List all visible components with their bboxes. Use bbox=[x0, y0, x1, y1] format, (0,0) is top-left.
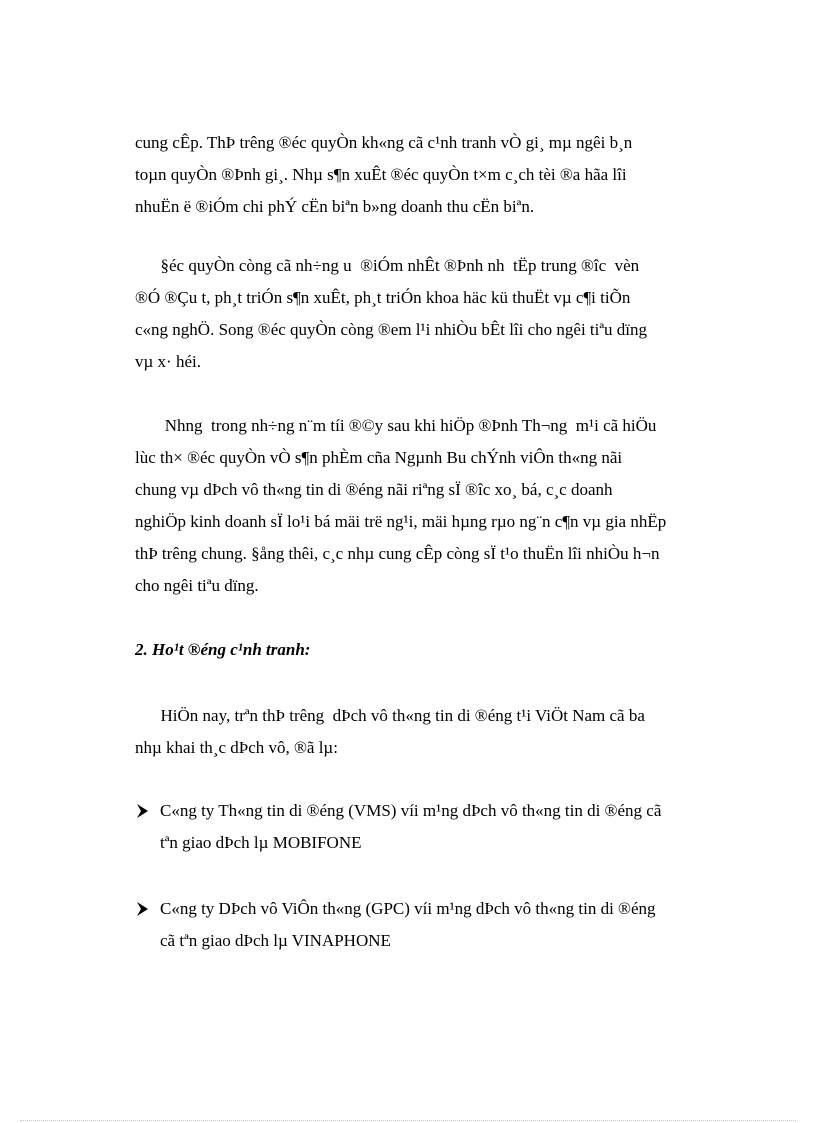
text-line: thÞ trêng chung. §ång thêi, c¸c nhµ cung cÊp còng sÏ t¹o thuËn lîi nhiÒu h¬n bbox=[135, 544, 660, 563]
paragraph-trade-agreement bbox=[135, 410, 740, 602]
section-heading: 2. Ho¹t ®éng c¹nh tranh: bbox=[135, 640, 311, 659]
text-line: cho ngêi tiªu dïng. bbox=[135, 576, 259, 595]
text-line: ®Ó ®Çu t, ph¸t triÓn s¶n xuÊt, ph¸t triÓn khoa häc kü thuËt vµ c¶i tiÕn bbox=[135, 288, 631, 307]
paragraph-market-monopoly bbox=[135, 127, 740, 223]
text-line: cung cÊp. ThÞ trêng ®éc quyÒn kh«ng cã c¹nh tranh vÒ gi¸ mµ ngêi b¸n bbox=[135, 133, 633, 152]
text-line: tªn giao dÞch lµ MOBIFONE bbox=[160, 833, 362, 852]
text-line: nghiÖp kinh doanh sÏ lo¹i bá mäi trë ng¹i, mäi hµng rµo ng¨n c¶n vµ gia nhËp bbox=[135, 512, 667, 531]
text-line: nhuËn ë ®iÓm chi phÝ cËn biªn b»ng doanh thu cËn biªn. bbox=[135, 197, 535, 216]
text-line: c«ng nghÖ. Song ®éc quyÒn còng ®em l¹i nhiÒu bÊt lîi cho ngêi tiªu dïng bbox=[135, 320, 648, 339]
text-line: C«ng ty DÞch vô ViÔn th«ng (GPC) víi m¹ng dÞch vô th«ng tin di ®éng bbox=[160, 899, 656, 918]
text-line: §éc quyÒn còng cã nh÷ng u ®iÓm nhÊt ®Þnh nh tËp trung ®îc vèn bbox=[135, 256, 640, 275]
text-line: chung vµ dÞch vô th«ng tin di ®éng nãi riªng sÏ ®îc xo¸ bá, c¸c doanh bbox=[135, 480, 613, 499]
paragraph-current-providers bbox=[135, 700, 740, 764]
bullet-text bbox=[160, 893, 740, 957]
text-line: Nhng trong nh÷ng n¨m tíi ®©y sau khi hiÖp ®Þnh Th¬ng m¹i cã hiÖu bbox=[135, 416, 657, 435]
text-line: vµ x· héi. bbox=[135, 352, 201, 371]
text-line: HiÖn nay, trªn thÞ trêng dÞch vô th«ng tin di ®éng t¹i ViÖt Nam cã ba bbox=[135, 706, 645, 725]
text-line: toµn quyÒn ®Þnh gi¸. Nhµ s¶n xuÊt ®éc quyÒn t×m c¸ch tèi ®a hãa lîi bbox=[135, 165, 627, 184]
paragraph-monopoly-advantages bbox=[135, 250, 740, 378]
text-line: lùc th× ®éc quyÒn vÒ s¶n phÈm cña Ngµnh Bu chÝnh viÔn th«ng nãi bbox=[135, 448, 623, 467]
text-line: C«ng ty Th«ng tin di ®éng (VMS) víi m¹ng dÞch vô th«ng tin di ®éng cã bbox=[160, 801, 662, 820]
bullet-text bbox=[160, 795, 740, 859]
arrowhead-bullet-icon bbox=[135, 795, 151, 827]
text-line: nhµ khai th¸c dÞch vô, ®ã lµ: bbox=[135, 738, 338, 757]
page-bottom-rule bbox=[20, 1120, 796, 1121]
arrowhead-bullet-icon bbox=[135, 893, 151, 925]
text-line: cã tªn giao dÞch lµ VINAPHONE bbox=[160, 931, 391, 950]
